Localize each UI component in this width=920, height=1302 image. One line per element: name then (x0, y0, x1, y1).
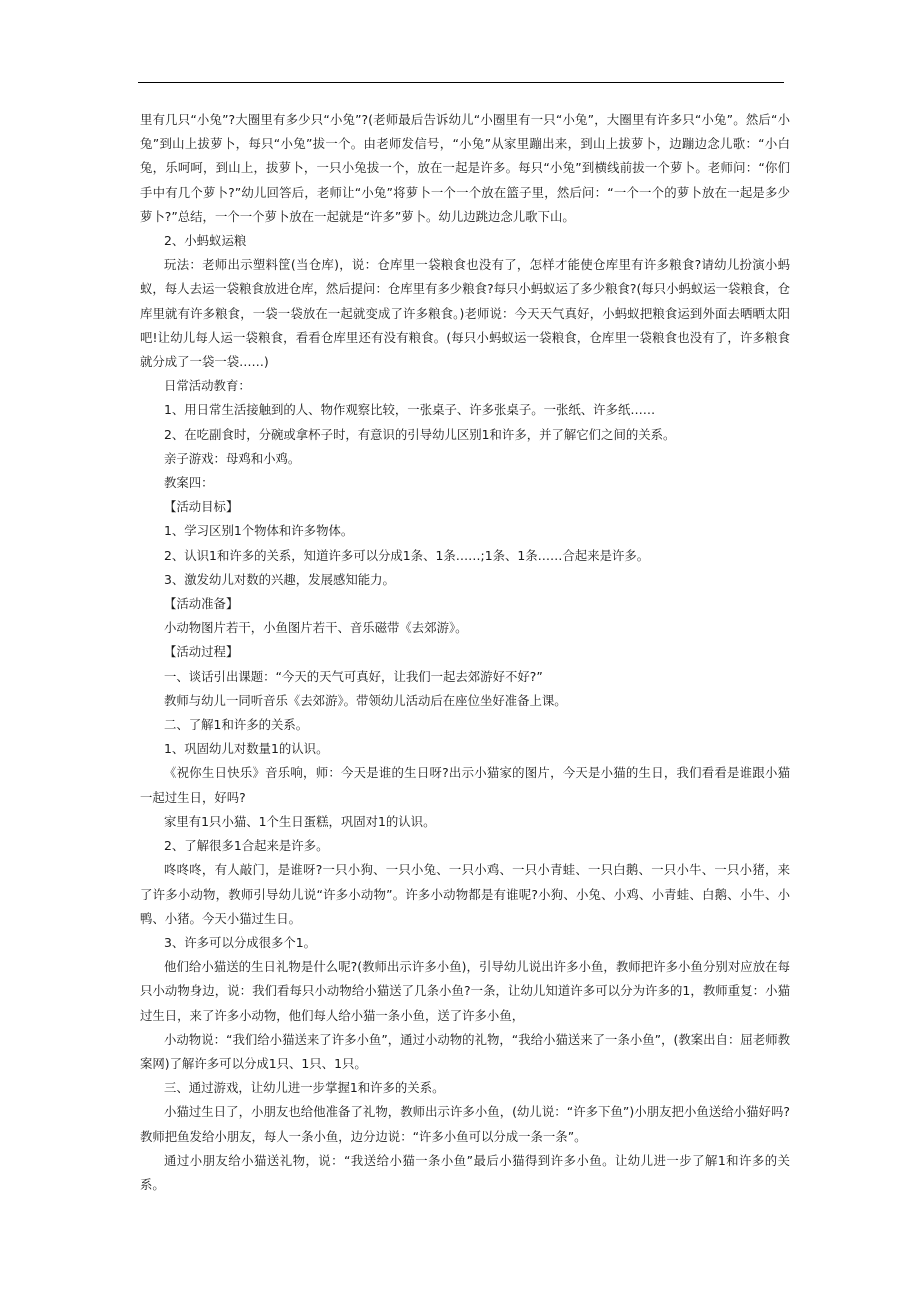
paragraph: 通过小朋友给小猫送礼物，说：“我送给小猫一条小鱼”最后小猫得到许多小鱼。让幼儿进一步了解1和许多的关系。 (140, 1152, 790, 1192)
paragraph: 2、认识1和许多的关系，知道许多可以分成1条、1条……;1条、1条……合起来是许多。 (164, 547, 650, 563)
paragraph: 3、许多可以分成很多个1。 (164, 934, 317, 950)
paragraph: 3、激发幼儿对数的兴趣，发展感知能力。 (164, 571, 395, 587)
paragraph: 玩法：老师出示塑料筐(当仓库)，说：仓库里一袋粮食也没有了，怎样才能使仓库里有许多粮食?请幼儿扮演小蚂蚁，每人去运一袋粮食放进仓库，然后提问：仓库里有多少粮食?每只小蚂蚁运了多少粮食?(每只小蚂蚁运一袋粮食，仓库里就有许多粮食，一袋一袋放在一起就变成了许多粮食。)老师说：今天天气真好，小蚂蚁把粮食运到外面去晒晒太阳吧!让幼儿每人运一袋粮食，看看仓库里还有没有粮食。(每只小蚂蚁运一袋粮食，仓库里一袋粮食也没有了，许多粮食就分成了一袋一袋……) (140, 257, 790, 370)
section-heading: 【活动准备】 (164, 596, 239, 612)
paragraph: 1、学习区别1个物体和许多物体。 (164, 523, 354, 539)
paragraph: 教师与幼儿一同听音乐《去郊游》。带领幼儿活动后在座位坐好准备上课。 (164, 692, 567, 708)
paragraph: 家里有1只小猫、1个生日蛋糕，巩固对1的认识。 (164, 813, 436, 829)
paragraph: 一、谈话引出课题：“今天的天气可真好，让我们一起去郊游好不好?” (164, 668, 543, 684)
paragraph: 1、用日常生活接触到的人、物作观察比较，一张桌子、许多张桌子。一张纸、许多纸…… (164, 402, 656, 418)
paragraph: 三、通过游戏，让幼儿进一步掌握1和许多的关系。 (164, 1080, 445, 1096)
paragraph: 小动物图片若干，小鱼图片若干、音乐磁带《去郊游》。 (164, 620, 468, 636)
paragraph: 2、在吃副食时，分碗或拿杯子时，有意识的引导幼儿区别1和许多，并了解它们之间的关系。 (164, 426, 676, 442)
paragraph: 咚咚咚，有人敲门，是谁呀?一只小狗、一只小兔、一只小鸡、一只小青蛙、一只白鹅、一只小牛、一只小猪，来了许多小动物，教师引导幼儿说“许多小动物”。许多小动物都是有谁呢?小狗、小兔、小鸡、小青蛙、白鹅、小牛、小鸭、小猪。今天小猫过生日。 (140, 862, 790, 926)
paragraph: 《祝你生日快乐》音乐响，师：今天是谁的生日呀?出示小猫家的图片，今天是小猫的生日，我们看看是谁跟小猫一起过生日，好吗? (140, 765, 790, 805)
document-body (140, 108, 790, 1197)
paragraph: 亲子游戏：母鸡和小鸡。 (164, 450, 301, 466)
paragraph: 日常活动教育： (164, 378, 251, 394)
section-heading: 教案四： (164, 475, 214, 491)
header-rule (138, 82, 784, 83)
paragraph: 1、巩固幼儿对数量1的认识。 (164, 741, 329, 757)
paragraph: 他们给小猫送的生日礼物是什么呢?(教师出示许多小鱼)，引导幼儿说出许多小鱼，教师把许多小鱼分别对应放在每只小动物身边，说：我们看每只小动物给小猫送了几条小鱼?一条，让幼儿知道许多可以分为许多的1，教师重复：小猫过生日，来了许多小动物，他们每人给小猫一条小鱼，送了许多小鱼， (140, 959, 790, 1023)
section-heading: 【活动目标】 (164, 499, 239, 515)
paragraph: 2、了解很多1合起来是许多。 (164, 838, 329, 854)
paragraph: 小动物说：“我们给小猫送来了许多小鱼”，通过小动物的礼物，“我给小猫送来了一条小鱼”，(教案出自：屈老师教案网)了解许多可以分成1只、1只、1只。 (140, 1031, 790, 1071)
paragraph: 小猫过生日了，小朋友也给他准备了礼物，教师出示许多小鱼，(幼儿说：“许多下鱼”)小朋友把小鱼送给小猫好吗?教师把鱼发给小朋友，每人一条小鱼，边分边说：“许多小鱼可以分成一条一条”。 (140, 1104, 790, 1144)
section-heading: 【活动过程】 (164, 644, 239, 660)
paragraph: 二、了解1和许多的关系。 (164, 717, 309, 733)
paragraph: 里有几只“小兔”?大圈里有多少只“小兔”?(老师最后告诉幼儿“小圈里有一只“小兔”，大圈里有许多只“小兔”。然后“小兔”到山上拔萝卜，每只“小兔”拔一个。由老师发信号，“小兔”从家里蹦出来，到山上拔萝卜，边蹦边念儿歌：“小白兔，乐呵呵，到山上，拔萝卜，一只小兔拔一个，放在一起是许多。每只“小兔”到横线前拔一个萝卜。老师问：“你们手中有几个萝卜?”幼儿回答后，老师让“小兔”将萝卜一个一个放在篮子里，然后问：“一个一个的萝卜放在一起是多少萝卜?”总结，一个一个萝卜放在一起就是“许多”萝卜。幼儿边跳边念儿歌下山。 (140, 112, 790, 224)
paragraph: 2、小蚂蚁运粮 (164, 233, 247, 249)
